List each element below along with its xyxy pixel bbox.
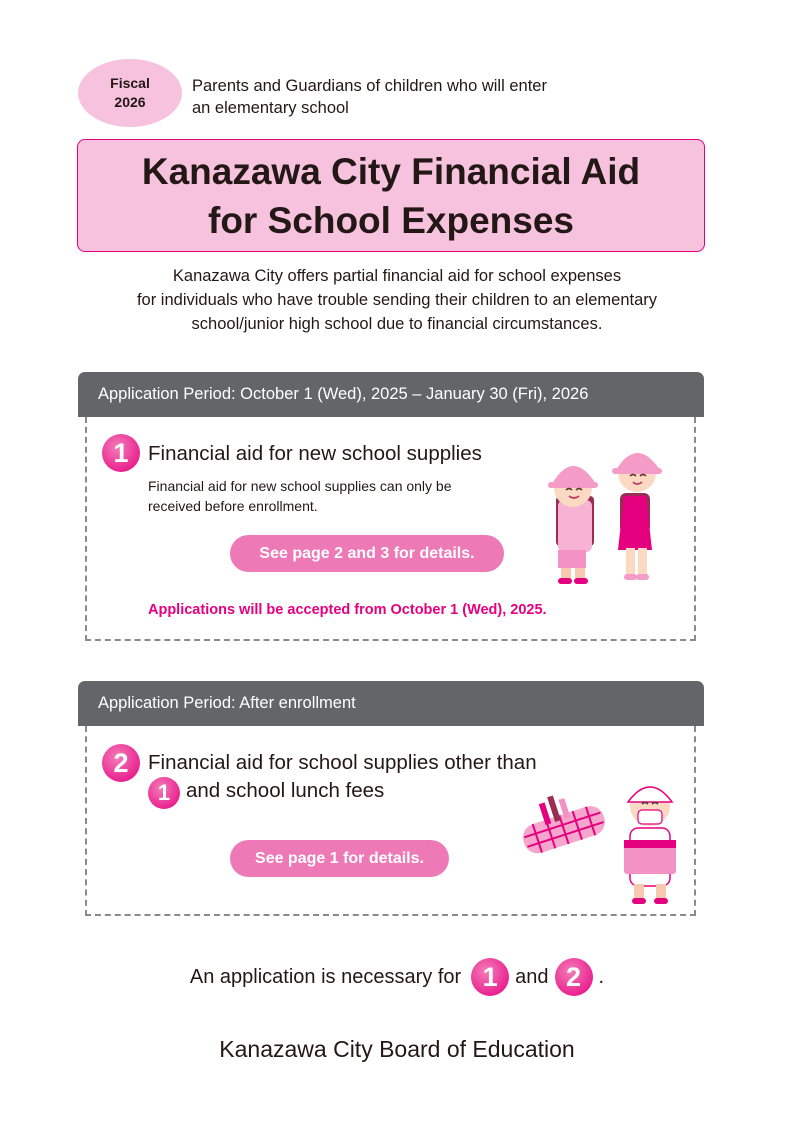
section-2-heading-line1: Financial aid for school supplies other than (148, 751, 537, 774)
number-1-ref-badge: 1 (148, 777, 180, 809)
section-1-text: Financial aid for new school supplies can only be received before enrollment. (148, 478, 452, 514)
number-2-badge: 2 (102, 744, 140, 782)
fiscal-label: Fiscal (110, 75, 150, 91)
child-left-figure (548, 466, 598, 584)
details-button-page-1[interactable]: See page 1 for details. (230, 840, 449, 877)
child-right-figure (612, 453, 662, 580)
board-of-education: Kanazawa City Board of Education (219, 1036, 575, 1062)
application-necessary-note: An application is necessary for 1 and 2 . (0, 958, 794, 996)
fiscal-year: 2026 (114, 94, 146, 110)
fiscal-year-badge (78, 59, 182, 127)
number-2-inline-badge: 2 (555, 958, 593, 996)
number-1-inline-badge: 1 (471, 958, 509, 996)
page-title: Kanazawa City Financial Aid for School Expenses (77, 139, 705, 252)
number-1-badge: 1 (102, 434, 140, 472)
school-supplies-illustration (518, 770, 688, 910)
children-illustration (536, 438, 676, 593)
section-2-heading-line2: and school lunch fees (186, 779, 385, 802)
application-period-bar-2: Application Period: After enrollment (78, 681, 704, 726)
pencil-case-figure (518, 782, 609, 856)
section-1-heading: Financial aid for new school supplies (148, 442, 482, 465)
lunch-child-figure (624, 786, 676, 904)
accepted-note: Applications will be accepted from October 1 (Wed), 2025. (148, 602, 547, 618)
audience-text: Parents and Guardians of children who will enter an elementary school (192, 77, 547, 117)
intro-text: Kanazawa City offers partial financial aid for school expenses for individuals who have trouble sending their children to an elementary school/junior high school due to financial circumstances. (136, 267, 658, 333)
details-button-pages-2-3[interactable]: See page 2 and 3 for details. (230, 535, 504, 572)
application-period-bar-1: Application Period: October 1 (Wed), 2025 – January 30 (Fri), 2026 (78, 372, 704, 417)
